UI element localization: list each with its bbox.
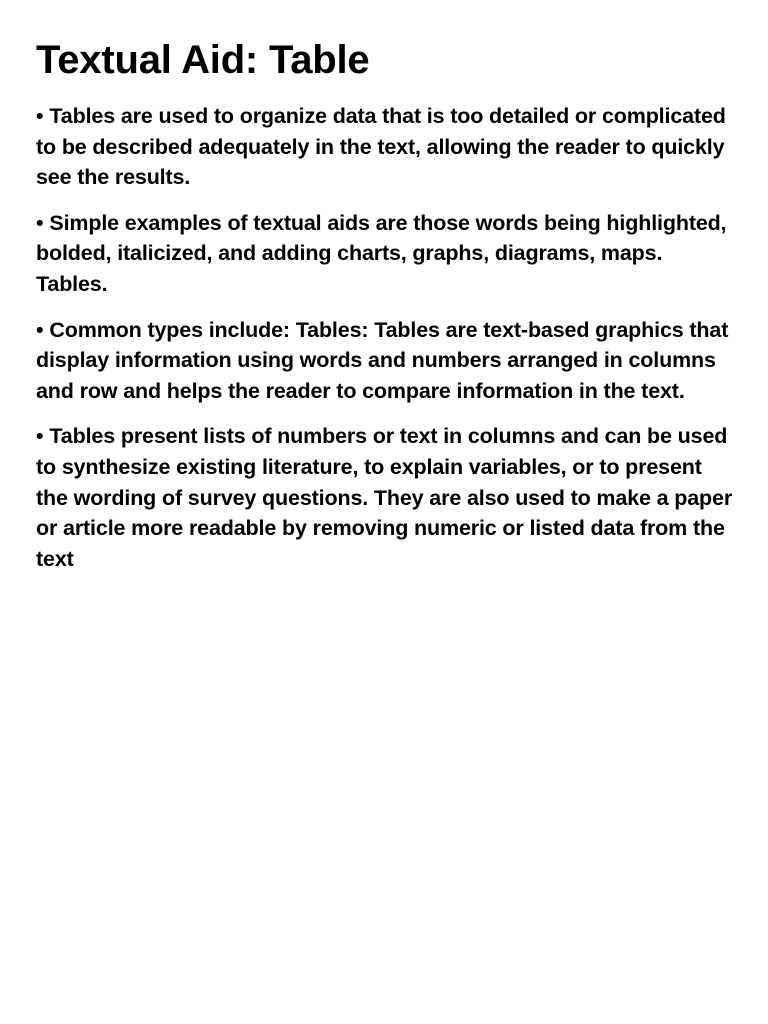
bullet-item — [36, 315, 736, 407]
bullet-item — [36, 101, 736, 193]
page-title: Textual Aid: Table — [36, 38, 370, 82]
bullet-marker: • — [36, 210, 44, 235]
bullet-marker: • — [36, 104, 44, 128]
bullet-list — [36, 101, 736, 574]
bullet-marker: • — [36, 317, 44, 342]
bullet-text: Common types include: Tables: Tables are text-based graphics that display information using words and numbers arranged in columns and row and helps the reader to compare information in the text. — [36, 317, 729, 403]
bullet-item — [36, 421, 736, 574]
slide-page — [36, 36, 736, 589]
bullet-text: Tables present lists of numbers or text in columns and can be used to synthesize existing literature, to explain variables, or to present the wording of survey questions. They are also used to make a paper or article more readable by removing numeric or listed data from the text — [36, 424, 733, 571]
bullet-text: Tables are used to organize data that is too detailed or complicated to be described adequately in the text, allowing the reader to quickly see the results. — [36, 104, 726, 190]
bullet-text: Simple examples of textual aids are those words being highlighted, bolded, italicized, and adding charts, graphs, diagrams, maps. Tables. — [36, 210, 727, 296]
bullet-item — [36, 208, 736, 300]
bullet-marker: • — [36, 424, 44, 449]
